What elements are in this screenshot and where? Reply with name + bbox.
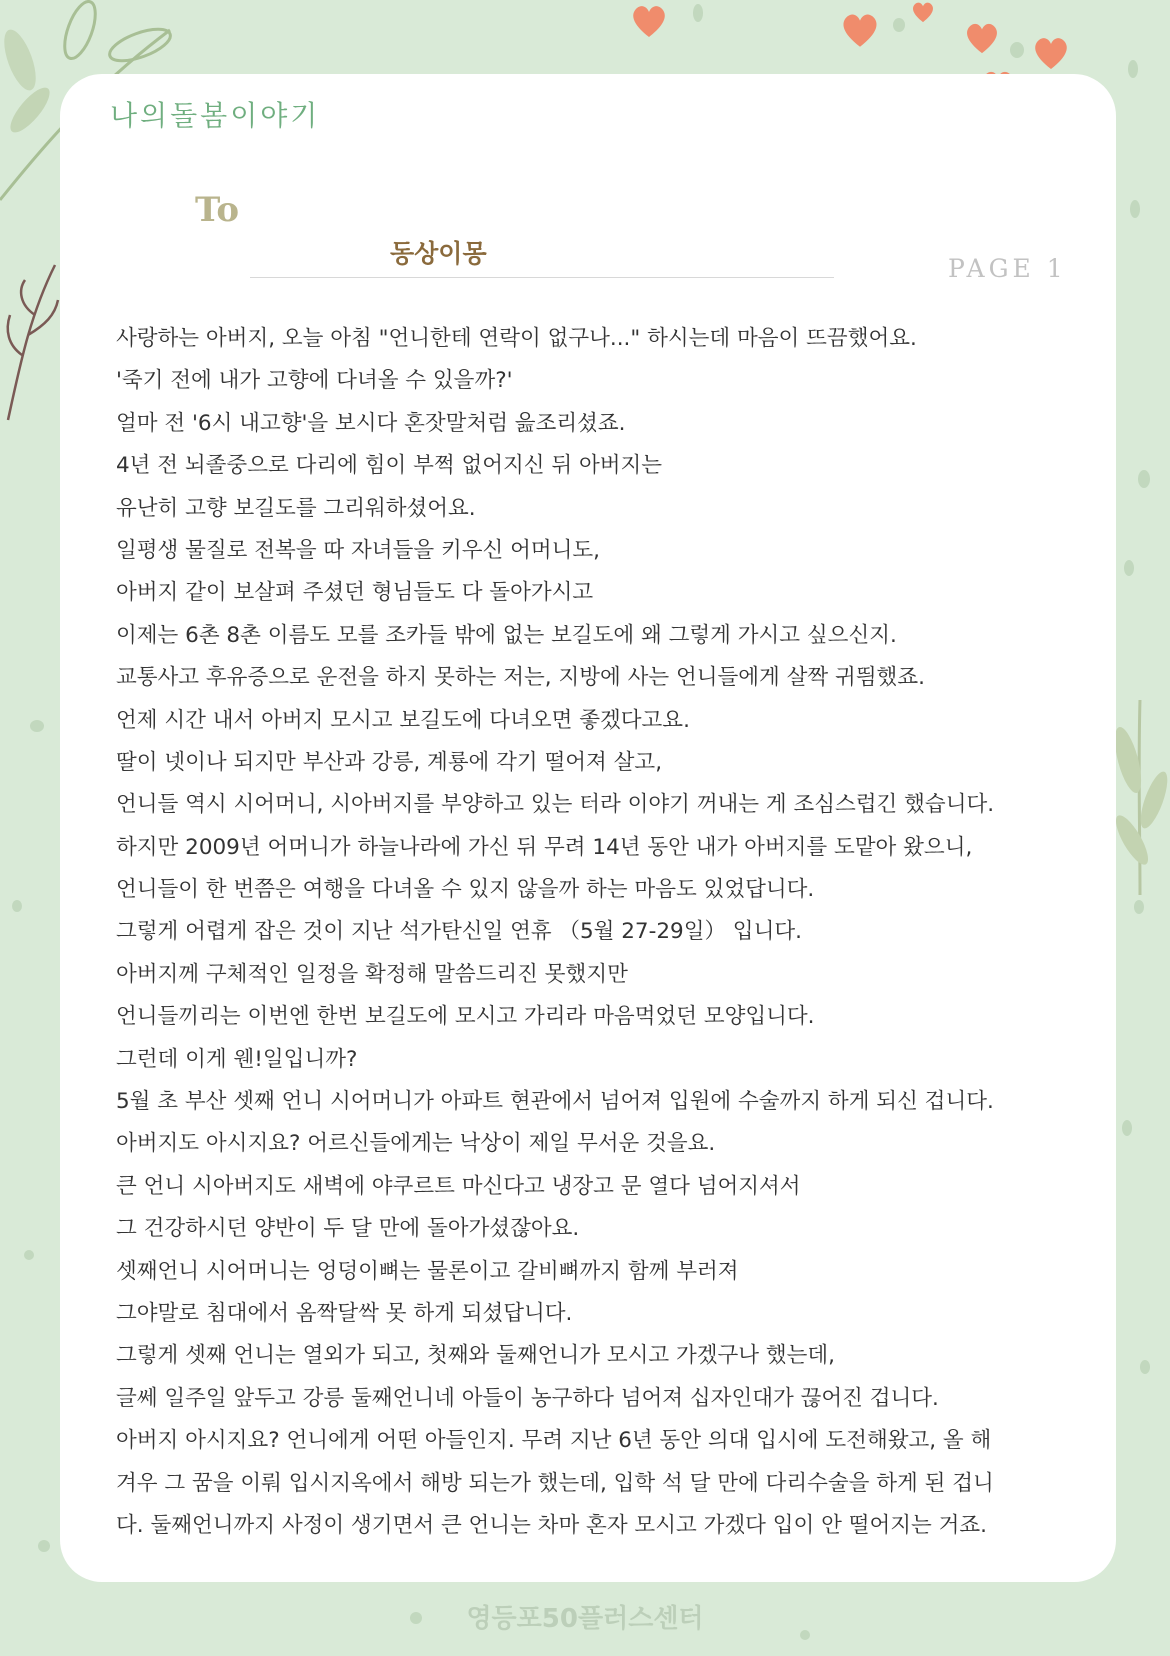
letter-line: 셋째언니 시어머니는 엉덩이뼈는 물론이고 갈비뼈까지 함께 부러져 xyxy=(116,1258,739,1284)
decor-dot xyxy=(1134,900,1144,914)
decor-dot xyxy=(1140,1360,1150,1374)
letter-line: 이제는 6촌 8촌 이름도 모를 조카들 밖에 없는 보길도에 왜 그렇게 가시고 싶으신지. xyxy=(116,622,897,648)
heart-icon xyxy=(1030,34,1072,72)
letter-line: 그렇게 어렵게 잡은 것이 지난 석가탄신일 연휴 （5월 27-29일） 입니다. xyxy=(116,919,802,945)
decor-dot xyxy=(30,720,44,732)
letter-line: 교통사고 후유증으로 운전을 하지 못하는 저는, 지방에 사는 언니들에게 살짝 귀띔했죠. xyxy=(116,665,925,691)
decor-dot xyxy=(1130,200,1140,218)
page-number: PAGE 1 xyxy=(948,254,1067,283)
decor-dot xyxy=(1010,42,1024,58)
letter-line: 아버지께 구체적인 일정을 확정해 말씀드리진 못했지만 xyxy=(116,961,628,987)
decor-dot xyxy=(12,900,22,912)
letter-line: 언니들이 한 번쯤은 여행을 다녀올 수 있지 않을까 하는 마음도 있었답니다. xyxy=(116,877,815,903)
letter-line: 4년 전 뇌졸중으로 다리에 힘이 부쩍 없어지신 뒤 아버지는 xyxy=(116,453,663,479)
letter-line: 언니들끼리는 이번엔 한번 보길도에 모시고 가리라 마음먹었던 모양입니다. xyxy=(116,1004,815,1030)
letter-line: 하지만 2009년 어머니가 하늘나라에 가신 뒤 무려 14년 동안 내가 아버지를 도맡아 왔으니, xyxy=(116,834,973,860)
heart-icon xyxy=(962,20,1002,56)
letter-line: 아버지 아시지요? 언니에게 어떤 아들인지. 무려 지난 6년 동안 의대 입시에 도전해왔고, 올 해 xyxy=(116,1428,992,1454)
letter-body xyxy=(116,318,1091,1547)
decor-dot xyxy=(38,1540,50,1552)
letter-line: 그렇게 셋째 언니는 열외가 되고, 첫째와 둘째언니가 모시고 가겠구나 했는데, xyxy=(116,1343,836,1369)
letter-card xyxy=(60,74,1116,1582)
letter-line: 그 건강하시던 양반이 두 달 만에 돌아가셨잖아요. xyxy=(116,1216,580,1242)
letter-line: 얼마 전 '6시 내고향'을 보시다 혼잣말처럼 읊조리셨죠. xyxy=(116,410,626,436)
letter-line: 글쎄 일주일 앞두고 강릉 둘째언니네 아들이 농구하다 넘어져 십자인대가 끊어진 겁니다. xyxy=(116,1385,939,1411)
letter-line: 사랑하는 아버지, 오늘 아침 "언니한테 연락이 없구나..." 하시는데 마음이 뜨끔했어요. xyxy=(116,326,917,351)
heart-icon xyxy=(628,2,670,40)
letter-line: 유난히 고향 보길도를 그리워하셨어요. xyxy=(116,495,476,521)
letter-line: 다. 둘째언니까지 사정이 생기면서 큰 언니는 차마 혼자 모시고 가겠다 입이 안 떨어지는 거죠. xyxy=(116,1512,987,1538)
series-title: 나의돌봄이야기 xyxy=(110,99,321,132)
letter-line: 아버지 같이 보살펴 주셨던 형님들도 다 돌아가시고 xyxy=(116,580,594,606)
letter-line: 겨우 그 꿈을 이뤄 입시지옥에서 해방 되는가 했는데, 입학 석 달 만에 다리수술을 하게 된 겁니 xyxy=(116,1470,994,1496)
letter-line: 일평생 물질로 전복을 따 자녀들을 키우신 어머니도, xyxy=(116,537,600,563)
decor-dot xyxy=(24,1250,34,1260)
letter-line: '죽기 전에 내가 고향에 다녀올 수 있을까?' xyxy=(116,368,513,394)
letter-line: 그런데 이게 웬!일입니까? xyxy=(116,1046,358,1072)
letter-line: 언니들 역시 시어머니, 시아버지를 부양하고 있는 터라 이야기 꺼내는 게 조심스럽긴 했습니다. xyxy=(116,792,995,818)
decor-dot xyxy=(1124,560,1134,576)
letter-line: 딸이 넷이나 되지만 부산과 강릉, 계룡에 각기 떨어져 살고, xyxy=(116,749,663,775)
decor-dot xyxy=(1138,470,1150,488)
letter-line: 그야말로 침대에서 옴짝달싹 못 하게 되셨답니다. xyxy=(116,1300,573,1326)
letter-line: 5월 초 부산 셋째 언니 시어머니가 아파트 현관에서 넘어져 입원에 수술까지 하게 되신 겁니다. xyxy=(116,1089,994,1115)
heart-icon xyxy=(905,0,941,24)
leaf-branch-icon xyxy=(1110,690,1170,900)
heart-icon xyxy=(838,10,882,50)
letter-line: 언제 시간 내서 아버지 모시고 보길도에 다녀오면 좋겠다고요. xyxy=(116,707,690,733)
decor-dot xyxy=(893,18,905,32)
letter-line: 큰 언니 시아버지도 새벽에 야쿠르트 마신다고 냉장고 문 열다 넘어지셔서 xyxy=(116,1173,801,1199)
recipient-name: 동상이몽 xyxy=(390,239,487,268)
decor-dot xyxy=(1128,60,1138,78)
to-label: To xyxy=(195,190,240,230)
footer-organization: 영등포50플러스센터 xyxy=(466,1604,704,1634)
address-underline xyxy=(250,277,834,278)
letter-line: 아버지도 아시지요? 어르신들에게는 낙상이 제일 무서운 것을요. xyxy=(116,1131,716,1157)
decor-dot xyxy=(693,4,703,22)
decor-dot xyxy=(1122,1120,1132,1136)
